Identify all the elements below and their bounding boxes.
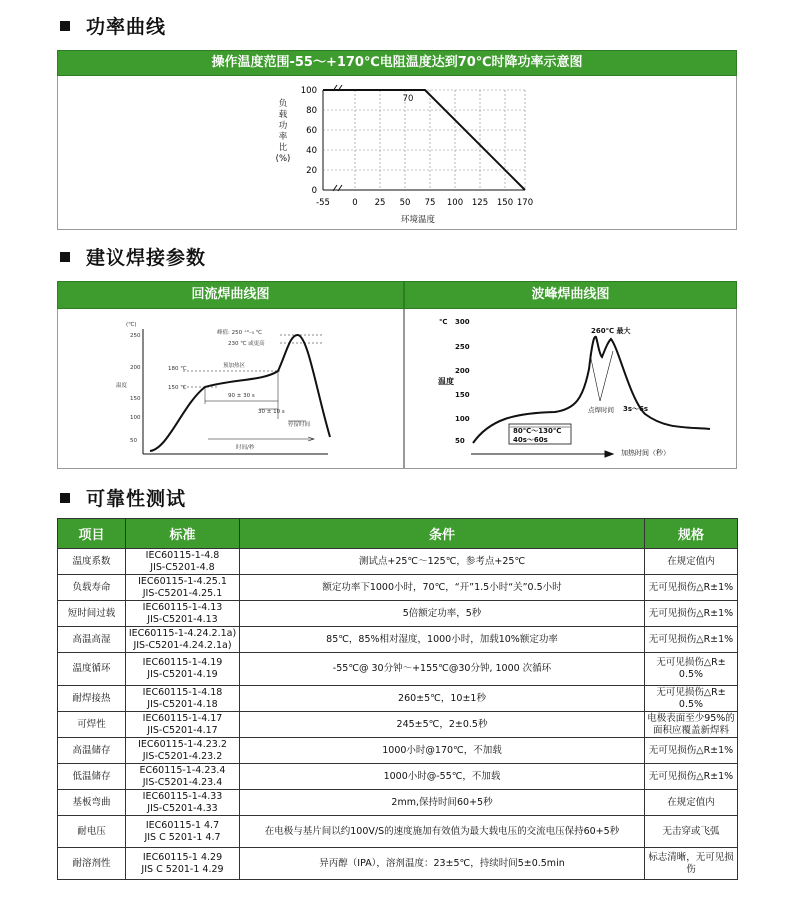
cell-spec bbox=[645, 848, 738, 880]
cell-condition: 5倍额定功率，5秒 bbox=[240, 601, 645, 627]
bullet-square-icon bbox=[60, 21, 70, 31]
power-derating-chart bbox=[58, 76, 736, 228]
reflow-panel bbox=[57, 309, 404, 469]
cell-spec-line: 在规定值内 bbox=[667, 796, 715, 808]
y-tick-label: 80 bbox=[306, 106, 317, 116]
x-tick-label: -55 bbox=[316, 198, 330, 208]
cell-standard-line: JIS C 5201-1 4.7 bbox=[144, 831, 221, 843]
section-title-reliability: 可靠性测试 bbox=[60, 484, 186, 511]
table-row bbox=[58, 816, 738, 848]
cell-standard-line: IEC60115-1-4.25.1 bbox=[138, 575, 227, 587]
x-tick-label: 50 bbox=[399, 198, 411, 208]
cell-item: 温度循环 bbox=[58, 653, 126, 686]
cell-item: 基板弯曲 bbox=[58, 790, 126, 816]
table-row bbox=[58, 712, 738, 738]
cell-spec-line: 无可见损伤△R±1% bbox=[648, 633, 734, 645]
cell-standard bbox=[126, 653, 240, 686]
cell-standard bbox=[126, 549, 240, 575]
cell-spec-line: 无可见损伤△R± bbox=[656, 686, 726, 698]
section-title-soldering: 建议焊接参数 bbox=[60, 243, 206, 270]
cell-spec bbox=[645, 816, 738, 848]
reflow-time-label: 时间/秒 bbox=[236, 445, 255, 451]
reflow-peak-label: 峰值: 250 ⁺⁰₋₅ ℃ bbox=[217, 330, 262, 336]
cell-spec-line: 伤 bbox=[686, 863, 696, 875]
cell-standard bbox=[126, 764, 240, 790]
cell-standard-line: JIS-C5201-4.18 bbox=[147, 698, 218, 710]
y-tick-label: 60 bbox=[306, 126, 317, 136]
cell-standard-line: JIS-C5201-4.23.4 bbox=[142, 776, 223, 788]
cell-standard-line: JIS-C5201-4.13 bbox=[147, 613, 218, 625]
reflow-y-label: 温度 bbox=[116, 383, 128, 389]
cell-spec-line: 无可见损伤△R±1% bbox=[648, 744, 734, 756]
table-row bbox=[58, 575, 738, 601]
cell-condition: 异丙醇（IPA），溶剂温度：23±5℃，持续时间5±0.5min bbox=[240, 848, 645, 880]
x-tick-label: 25 bbox=[374, 198, 386, 208]
y-label-char: 功 bbox=[278, 121, 288, 131]
power-curve-header: 操作温度范围-55～+170℃电阻温度达到70℃时降功率示意图 bbox=[57, 50, 737, 76]
knee-label: 70 bbox=[402, 94, 414, 104]
x-tick-label: 75 bbox=[424, 198, 436, 208]
bullet-square-icon bbox=[60, 252, 70, 262]
col-header-standard: 标准 bbox=[126, 519, 240, 549]
col-header-spec: 规格 bbox=[645, 519, 738, 549]
x-tick-label: 170 bbox=[516, 198, 534, 208]
reflow-y-tick: 250 bbox=[130, 333, 141, 339]
cell-spec bbox=[645, 738, 738, 764]
cell-item: 短时间过载 bbox=[58, 601, 126, 627]
cell-condition: 1000小时@170℃，不加载 bbox=[240, 738, 645, 764]
wave-preheat-temp: 80℃～130℃ bbox=[513, 427, 562, 435]
cell-condition: 在电极与基片间以约100V/S的速度施加有效值为最大载电压的交流电压保持60+5秒 bbox=[240, 816, 645, 848]
cell-standard-line: JIS C 5201-1 4.29 bbox=[141, 863, 224, 875]
cell-spec bbox=[645, 549, 738, 575]
cell-item: 可焊性 bbox=[58, 712, 126, 738]
reflow-y-tick: 200 bbox=[130, 365, 141, 371]
cell-standard-line: JIS-C5201-4.24.2.1a) bbox=[133, 639, 232, 651]
section-title-power-curve: 功率曲线 bbox=[60, 12, 166, 39]
wave-header: 波峰焊曲线图 bbox=[404, 281, 737, 309]
reflow-unit: (℃) bbox=[126, 322, 137, 328]
cell-condition: 1000小时@-55℃，不加载 bbox=[240, 764, 645, 790]
cell-standard-line: JIS-C5201-4.23.2 bbox=[142, 750, 223, 762]
x-tick-label: 125 bbox=[471, 198, 489, 208]
cell-standard-line: IEC60115-1-4.17 bbox=[142, 712, 223, 724]
wave-y-tick: 50 bbox=[455, 437, 465, 445]
cell-condition: -55℃@ 30分钟～+155℃@30分钟, 1000 次循环 bbox=[240, 653, 645, 686]
cell-standard-line: EC60115-1-4.23.4 bbox=[139, 764, 226, 776]
cell-item: 高温储存 bbox=[58, 738, 126, 764]
cell-standard-line: IEC60115-1-4.23.2 bbox=[138, 738, 227, 750]
table-header-row bbox=[58, 519, 738, 549]
cell-standard bbox=[126, 816, 240, 848]
cell-standard-line: IEC60115-1-4.24.2.1a) bbox=[128, 627, 237, 639]
table-row bbox=[58, 653, 738, 686]
reflow-230-label: 230 ℃ 或更高 bbox=[228, 341, 265, 347]
cell-standard-line: IEC60115-1 4.29 bbox=[142, 851, 223, 863]
cell-standard bbox=[126, 848, 240, 880]
reflow-180-label: 180 ℃ bbox=[168, 366, 187, 372]
cell-spec bbox=[645, 790, 738, 816]
cell-condition: 测试点+25℃～125℃，参考点+25℃ bbox=[240, 549, 645, 575]
cell-standard-line: IEC60115-1-4.18 bbox=[142, 686, 223, 698]
cell-standard-line: JIS-C5201-4.33 bbox=[147, 802, 218, 814]
table-row bbox=[58, 686, 738, 712]
y-label-char: (%) bbox=[275, 154, 291, 164]
wave-peak-label: 260℃ 最大 bbox=[591, 327, 631, 335]
cell-standard-line: IEC60115-1-4.13 bbox=[142, 601, 223, 613]
cell-standard-line: IEC60115-1-4.33 bbox=[142, 790, 223, 802]
reflow-90s-label: 90 ± 30 s bbox=[228, 393, 255, 399]
cell-standard bbox=[126, 601, 240, 627]
wave-y-tick: 200 bbox=[455, 367, 470, 375]
table-row bbox=[58, 549, 738, 575]
cell-spec-line: 无可见损伤△R±1% bbox=[648, 770, 734, 782]
cell-standard bbox=[126, 686, 240, 712]
reflow-y-tick: 150 bbox=[130, 396, 141, 402]
cell-standard-line: JIS-C5201-4.17 bbox=[147, 724, 218, 736]
col-header-condition: 条件 bbox=[240, 519, 645, 549]
table-row bbox=[58, 848, 738, 880]
cell-spec-line: 无可见损伤△R±1% bbox=[648, 607, 734, 619]
wave-unit: ℃ bbox=[439, 318, 448, 326]
wave-curve bbox=[473, 337, 710, 443]
cell-standard-line: IEC60115-1 4.7 bbox=[145, 819, 220, 831]
cell-spec-line: 在规定值内 bbox=[667, 555, 715, 567]
cell-item: 低温储存 bbox=[58, 764, 126, 790]
wave-dip-label: 点焊时间 bbox=[588, 406, 614, 414]
cell-spec-line: 无可见损伤△R± bbox=[656, 657, 726, 668]
reflow-30s-label: 30 ± 10 s bbox=[258, 409, 285, 415]
cell-standard bbox=[126, 575, 240, 601]
cell-spec bbox=[645, 575, 738, 601]
cell-spec-line: 无击穿或飞弧 bbox=[662, 825, 720, 837]
x-tick-label: 100 bbox=[446, 198, 464, 208]
cell-spec bbox=[645, 712, 738, 738]
cell-condition: 260±5℃，10±1秒 bbox=[240, 686, 645, 712]
cell-spec bbox=[645, 686, 738, 712]
reflow-y-tick: 100 bbox=[130, 415, 141, 421]
y-tick-label: 40 bbox=[306, 146, 317, 156]
wave-time-label: 加热时间（秒） bbox=[621, 449, 670, 457]
cell-spec-line: 面积应覆盖新焊料 bbox=[652, 724, 729, 736]
col-header-item: 项目 bbox=[58, 519, 126, 549]
cell-spec-line: 电极表面至少95%的 bbox=[647, 712, 735, 724]
reliability-table bbox=[57, 518, 738, 880]
cell-standard-line: JIS-C5201-4.25.1 bbox=[142, 587, 223, 599]
reflow-header: 回流焊曲线图 bbox=[57, 281, 404, 309]
cell-standard bbox=[126, 712, 240, 738]
y-label-char: 率 bbox=[278, 132, 288, 142]
cell-condition: 85℃，85%相对湿度，1000小时，加载10%额定功率 bbox=[240, 627, 645, 653]
wave-ss-label: 3s～6s bbox=[623, 405, 649, 413]
table-row bbox=[58, 790, 738, 816]
reflow-y-tick: 50 bbox=[130, 438, 137, 444]
wave-profile-chart bbox=[405, 309, 736, 467]
cell-item: 负载寿命 bbox=[58, 575, 126, 601]
derating-curve bbox=[323, 90, 525, 190]
y-tick-label: 100 bbox=[300, 86, 317, 96]
cell-standard bbox=[126, 790, 240, 816]
cell-standard-line: JIS-C5201-4.8 bbox=[150, 561, 215, 573]
wave-panel bbox=[404, 309, 737, 469]
reflow-preheat-label: 预加热区 bbox=[223, 363, 246, 369]
wave-y-tick: 100 bbox=[455, 415, 470, 423]
x-axis-label: 环境温度 bbox=[400, 215, 436, 225]
table-row bbox=[58, 601, 738, 627]
cell-standard bbox=[126, 738, 240, 764]
cell-spec bbox=[645, 601, 738, 627]
table-row bbox=[58, 627, 738, 653]
cell-spec bbox=[645, 764, 738, 790]
y-label-char: 比 bbox=[278, 143, 288, 153]
reflow-profile-chart bbox=[58, 309, 403, 467]
wave-y-tick: 250 bbox=[455, 343, 470, 351]
cell-standard-line: IEC60115-1-4.8 bbox=[145, 549, 220, 561]
cell-standard-line: JIS-C5201-4.19 bbox=[147, 669, 218, 680]
cell-spec-line: 0.5% bbox=[678, 669, 704, 680]
cell-item: 耐电压 bbox=[58, 816, 126, 848]
cell-item: 耐溶剂性 bbox=[58, 848, 126, 880]
y-label-char: 负 bbox=[278, 99, 288, 109]
reflow-150-label: 150 ℃ bbox=[168, 385, 187, 391]
cell-spec bbox=[645, 627, 738, 653]
x-tick-label: 150 bbox=[496, 198, 514, 208]
cell-condition: 245±5℃，2±0.5秒 bbox=[240, 712, 645, 738]
cell-standard-line: IEC60115-1-4.19 bbox=[142, 657, 223, 668]
cell-condition: 2mm,保持时间60+5秒 bbox=[240, 790, 645, 816]
table-row bbox=[58, 738, 738, 764]
wave-preheat-time: 40s～60s bbox=[513, 436, 548, 444]
cell-condition: 额定功率下1000小时，70℃，“开”1.5小时“关”0.5小时 bbox=[240, 575, 645, 601]
y-label-char: 载 bbox=[278, 110, 288, 120]
cell-item: 温度系数 bbox=[58, 549, 126, 575]
wave-y-tick: 300 bbox=[455, 318, 470, 326]
y-tick-label: 20 bbox=[306, 166, 317, 176]
cell-spec-line: 标志清晰，无可见损 bbox=[648, 851, 734, 863]
reflow-dwell-label: 停留时间 bbox=[288, 422, 311, 428]
cell-item: 耐焊接热 bbox=[58, 686, 126, 712]
cell-spec-line: 0.5% bbox=[678, 698, 704, 710]
table-row bbox=[58, 764, 738, 790]
cell-standard bbox=[126, 627, 240, 653]
x-tick-label: 0 bbox=[352, 198, 358, 208]
cell-spec-line: 无可见损伤△R±1% bbox=[648, 581, 734, 593]
power-curve-panel bbox=[57, 76, 737, 230]
axis-break-icon bbox=[333, 85, 342, 191]
wave-y-tick: 150 bbox=[455, 391, 470, 399]
cell-item: 高温高湿 bbox=[58, 627, 126, 653]
wave-y-label: 温度 bbox=[438, 377, 454, 386]
y-tick-label: 0 bbox=[311, 186, 317, 196]
cell-spec bbox=[645, 653, 738, 686]
bullet-square-icon bbox=[60, 493, 70, 503]
